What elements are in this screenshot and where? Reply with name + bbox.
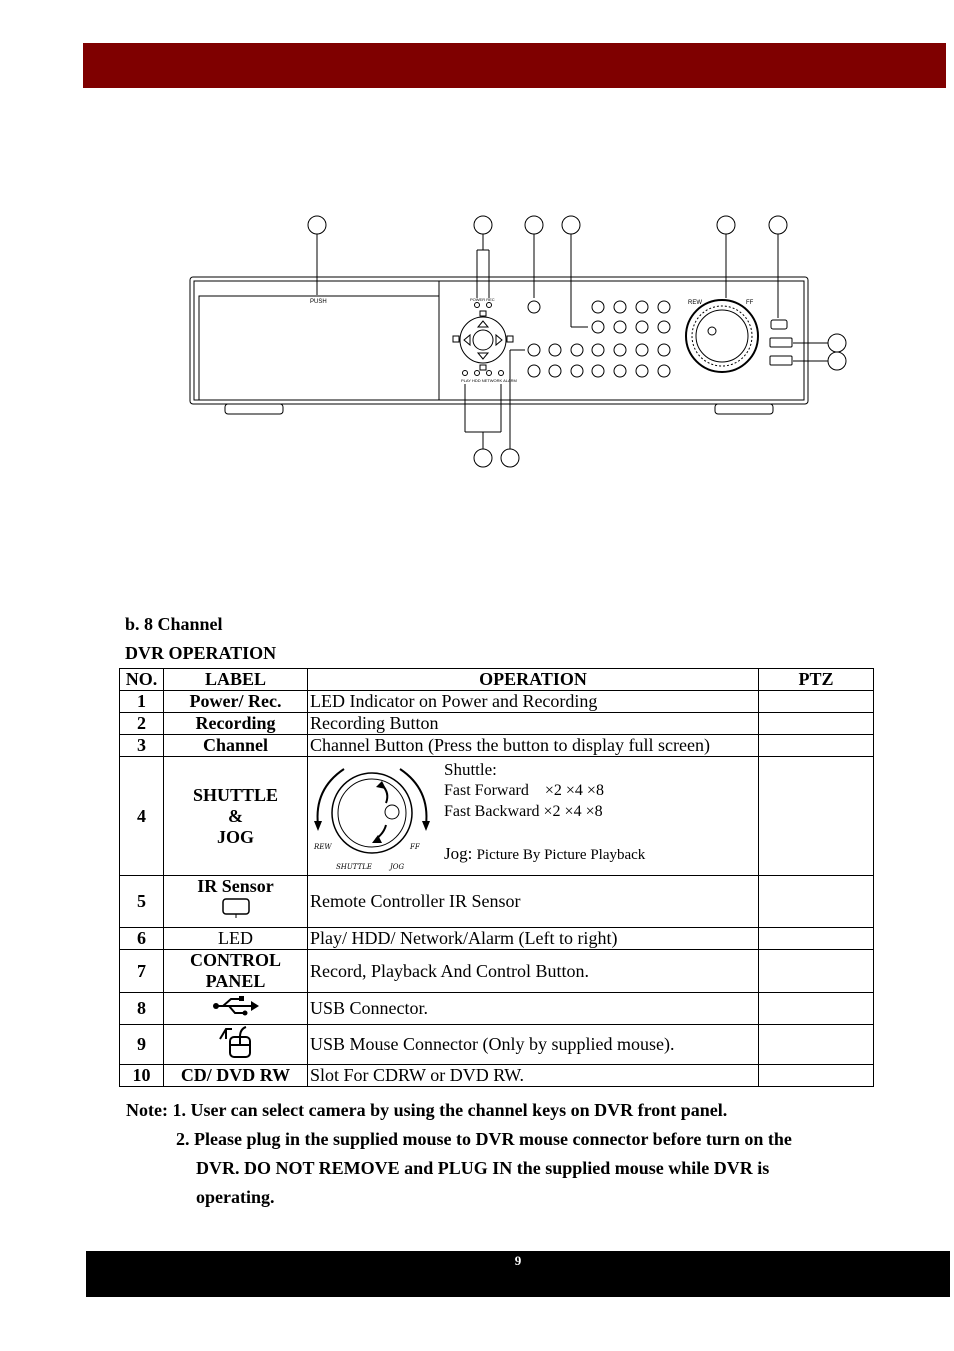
status-led-label: PLAY HDD NETWORK ALARM <box>461 378 517 383</box>
usb-icon <box>211 995 261 1017</box>
row-operation: LED Indicator on Power and Recording <box>308 691 759 713</box>
jog-text: JOG <box>390 863 405 871</box>
callout-circle <box>828 352 846 370</box>
label-line: SHUTTLE <box>192 784 279 805</box>
dvr-operation-table <box>119 668 874 1087</box>
row-operation: Slot For CDRW or DVD RW. <box>308 1065 759 1087</box>
table-row <box>120 950 874 993</box>
fast-backward-text: Fast Backward ×2 ×4 ×8 <box>444 803 603 820</box>
table-row <box>120 691 874 713</box>
row-label: LED <box>164 928 308 950</box>
row-label <box>164 993 308 1025</box>
row-no: 4 <box>120 757 164 876</box>
page-number: 9 <box>514 1253 522 1268</box>
row-ptz <box>759 928 874 950</box>
section-title: DVR OPERATION <box>125 643 277 663</box>
header-operation: OPERATION <box>308 669 759 691</box>
row-label <box>164 1025 308 1065</box>
label-line: JOG <box>216 826 254 847</box>
row-no: 10 <box>120 1065 164 1087</box>
row-label <box>164 950 308 993</box>
row-operation: USB Mouse Connector (Only by supplied mouse). <box>308 1025 759 1065</box>
header-ptz: PTZ <box>759 669 874 691</box>
row-label: Recording <box>164 713 308 735</box>
row-ptz <box>759 713 874 735</box>
row-ptz <box>759 1025 874 1065</box>
shuttle-jog-dial-illustration <box>310 763 435 873</box>
jog-title: Jog: <box>444 844 473 863</box>
row-label <box>164 876 308 928</box>
note-line-2: 2. Please plug in the supplied mouse to DVR mouse connector before turn on the <box>176 1129 792 1149</box>
row-no: 6 <box>120 928 164 950</box>
fast-forward-text: Fast Forward ×2 ×4 ×8 <box>444 782 604 799</box>
table-row <box>120 993 874 1025</box>
row-label: CD/ DVD RW <box>164 1065 308 1087</box>
callout-circle <box>828 334 846 352</box>
row-operation: Recording Button <box>308 713 759 735</box>
rew-text: REW <box>314 843 332 851</box>
row-operation: Channel Button (Press the button to display full screen) <box>308 735 759 757</box>
table-row <box>120 1025 874 1065</box>
callout-circle <box>717 216 735 234</box>
table-row <box>120 1065 874 1087</box>
table-row <box>120 876 874 928</box>
row-ptz <box>759 950 874 993</box>
label-line: PANEL <box>205 971 266 991</box>
label-line: & <box>228 805 243 826</box>
table-row <box>120 735 874 757</box>
shuttle-jog-description <box>444 759 645 866</box>
row-ptz <box>759 876 874 928</box>
row-ptz <box>759 1065 874 1087</box>
header-bar <box>83 43 946 88</box>
shuttle-text: SHUTTLE <box>336 863 373 871</box>
row-label <box>164 757 308 876</box>
table-row <box>120 757 874 876</box>
jog-text: Picture By Picture Playback <box>476 847 646 863</box>
header-no: NO. <box>120 669 164 691</box>
callout-circle <box>562 216 580 234</box>
callout-circle <box>308 216 326 234</box>
callout-circle <box>474 216 492 234</box>
callout-circle <box>474 449 492 467</box>
row-ptz <box>759 757 874 876</box>
row-ptz <box>759 735 874 757</box>
row-no: 2 <box>120 713 164 735</box>
row-label: Power/ Rec. <box>164 691 308 713</box>
ff-label: FF <box>746 300 754 306</box>
note-line-3: DVR. DO NOT REMOVE and PLUG IN the supplied mouse while DVR is <box>196 1158 770 1178</box>
row-no: 8 <box>120 993 164 1025</box>
usb-mouse-icon <box>216 1025 256 1059</box>
ir-sensor-icon <box>221 897 251 919</box>
row-no: 7 <box>120 950 164 993</box>
note-line-1: Note: 1. User can select camera by using the channel keys on DVR front panel. <box>126 1100 728 1120</box>
row-ptz <box>759 993 874 1025</box>
shuttle-title: Shuttle: <box>444 760 497 779</box>
dvr-front-panel-diagram <box>185 210 855 475</box>
row-operation <box>308 757 759 876</box>
footer-bar <box>86 1251 950 1297</box>
row-operation: Remote Controller IR Sensor <box>308 876 759 928</box>
callout-circle <box>525 216 543 234</box>
row-ptz <box>759 691 874 713</box>
jog-description <box>444 843 645 866</box>
row-operation: Record, Playback And Control Button. <box>308 950 759 993</box>
push-label: PUSH <box>310 299 327 305</box>
label-text: IR Sensor <box>197 876 274 896</box>
power-rec-led-label: POWER REC <box>470 297 495 302</box>
table-row <box>120 713 874 735</box>
callout-circle <box>501 449 519 467</box>
section-subtitle: b. 8 Channel <box>125 614 223 634</box>
callout-circle <box>769 216 787 234</box>
note-line-4: operating. <box>196 1187 275 1207</box>
table-header-row <box>120 669 874 691</box>
ff-text: FF <box>410 843 420 851</box>
rew-label: REW <box>688 300 702 306</box>
row-operation: Play/ HDD/ Network/Alarm (Left to right) <box>308 928 759 950</box>
row-no: 5 <box>120 876 164 928</box>
label-line: CONTROL <box>189 950 281 970</box>
table-row <box>120 928 874 950</box>
row-no: 9 <box>120 1025 164 1065</box>
row-operation: USB Connector. <box>308 993 759 1025</box>
row-no: 1 <box>120 691 164 713</box>
row-label: Channel <box>164 735 308 757</box>
header-label: LABEL <box>164 669 308 691</box>
row-no: 3 <box>120 735 164 757</box>
